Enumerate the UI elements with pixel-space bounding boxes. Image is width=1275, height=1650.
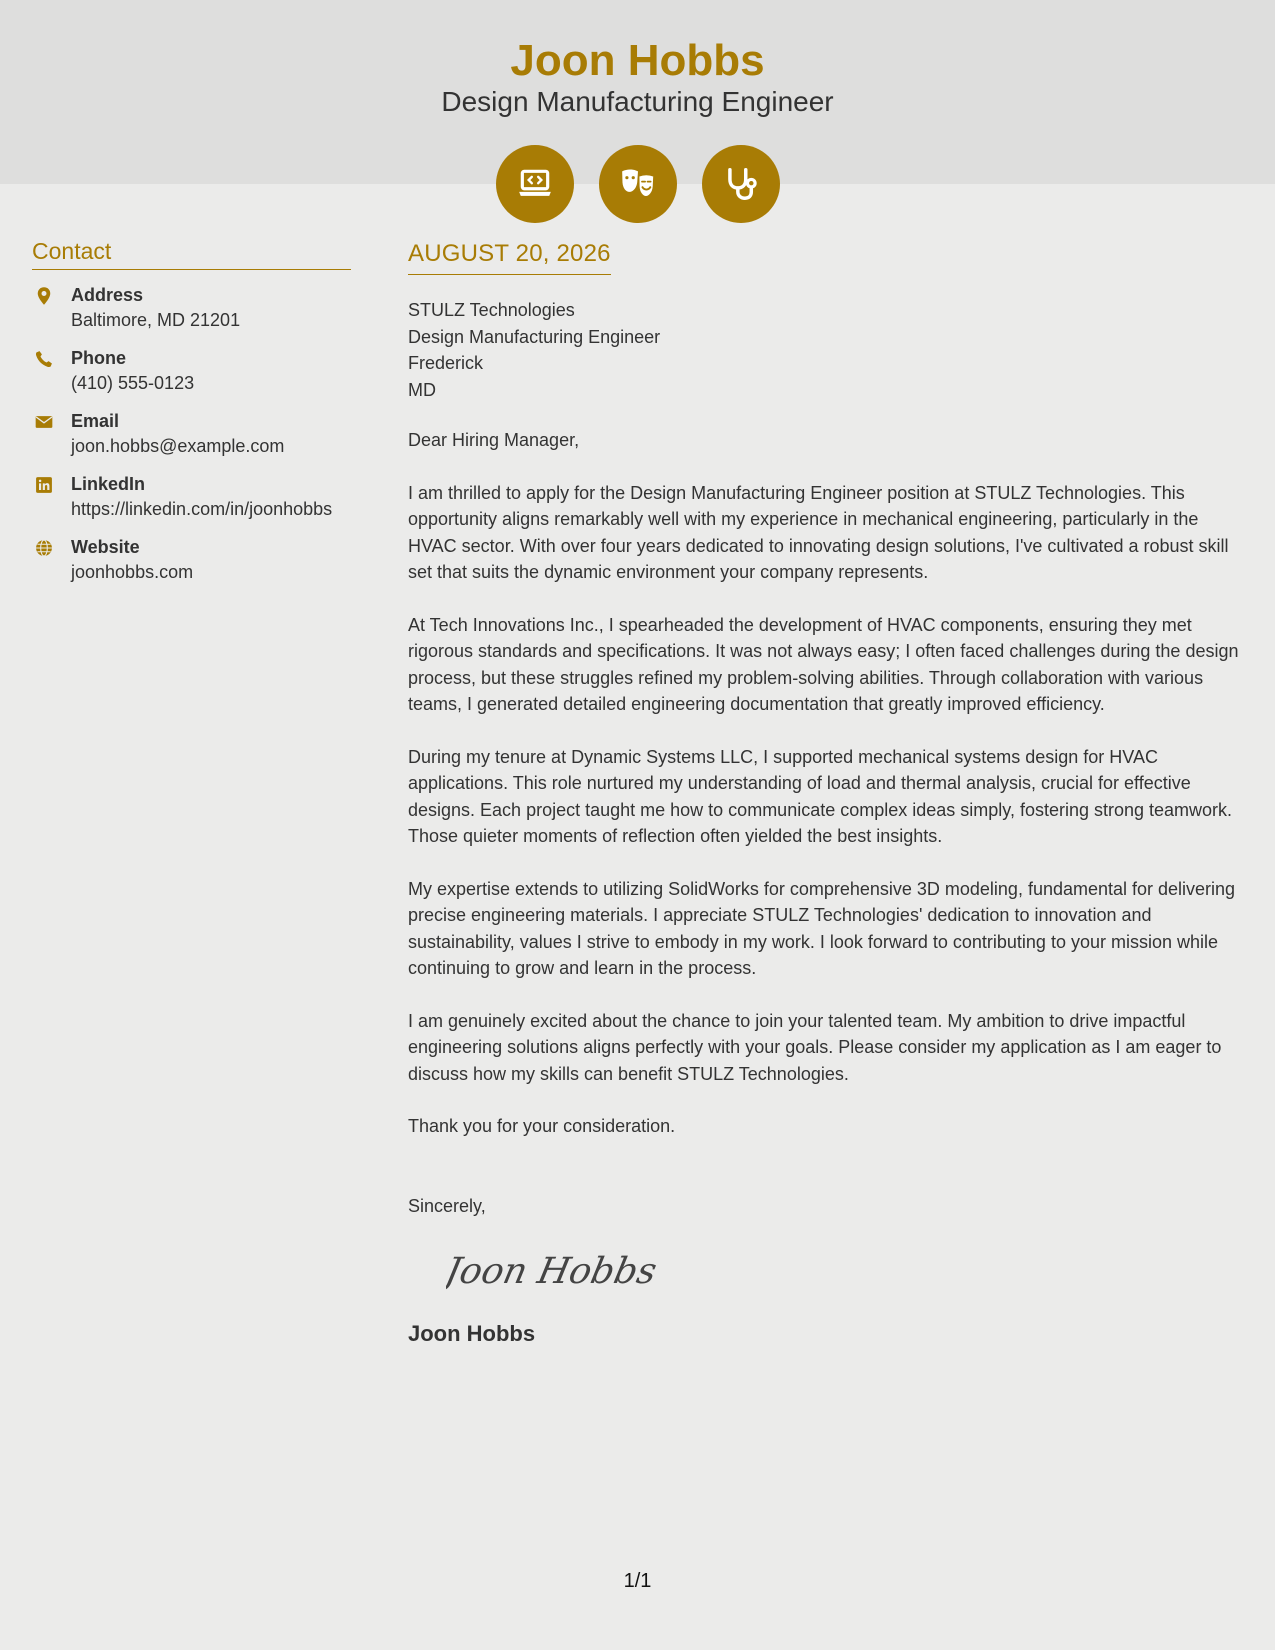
contact-value[interactable]: joon.hobbs@example.com — [71, 436, 285, 456]
body-paragraph: I am thrilled to apply for the Design Manufacturing Engineer position at STULZ Technologies. This opportunity aligns remarkably well with my experience in mechanical engineering, particularly in the HVAC sector. With over four years dedicated to innovating design solutions, I've cultivated a robust skill set that suits the dynamic environment your company represents. — [408, 482, 1229, 582]
contact-website — [32, 535, 351, 585]
recipient-line: STULZ Technologies — [408, 300, 575, 320]
letter-date: AUGUST 20, 2026 — [408, 240, 611, 275]
signature-image — [446, 1243, 666, 1299]
body-paragraph: My expertise extends to utilizing SolidWorks for comprehensive 3D modeling, fundamental for delivering precise engineering materials. I appreciate STULZ Technologies' dedication to innovation and sustainability, values I strive to embody in my work. I look forward to contributing to your mission while continuing to grow and learn in the process. — [408, 878, 1236, 978]
contact-address — [32, 283, 351, 333]
recipient-line: Design Manufacturing Engineer — [408, 326, 661, 347]
map-pin-icon — [34, 286, 54, 306]
greeting: Dear Hiring Manager, — [408, 430, 580, 450]
phone-icon — [34, 349, 54, 369]
contact-value: (410) 555-0123 — [71, 373, 195, 393]
contact-label: Phone — [71, 348, 127, 368]
svg-text:Joon Hobbs: Joon Hobbs — [446, 1249, 661, 1292]
body-paragraph: During my tenure at Dynamic Systems LLC, I supported mechanical systems design for HVAC applications. This role nurtured my understanding of load and thermal analysis, crucial for effective designs. Each project taught me how to communicate complex ideas simply, fostering strong teamwork. Those quieter moments of reflection often yielded the best insights. — [408, 746, 1233, 846]
linkedin-icon — [34, 475, 54, 495]
contact-email — [32, 409, 351, 459]
applicant-role: Design Manufacturing Engineer — [441, 86, 834, 117]
applicant-name: Joon Hobbs — [510, 36, 765, 85]
contact-label: LinkedIn — [71, 474, 146, 494]
envelope-icon — [34, 412, 54, 432]
laptop-code-icon — [496, 145, 574, 223]
signed-name: Joon Hobbs — [408, 1321, 536, 1346]
contact-value[interactable]: joonhobbs.com — [71, 562, 194, 582]
contact-label: Website — [71, 537, 140, 557]
recipient-line: Frederick — [408, 353, 484, 373]
contact-label: Email — [71, 411, 120, 431]
globe-icon — [34, 538, 54, 558]
contact-linkedin — [32, 472, 351, 522]
contact-sidebar — [32, 238, 351, 585]
letter-body — [408, 240, 1243, 1347]
contact-value[interactable]: https://linkedin.com/in/joonhobbs — [71, 499, 333, 519]
page-number: 1/1 — [623, 1570, 652, 1592]
recipient-line: MD — [408, 379, 436, 400]
theater-masks-icon — [599, 145, 677, 223]
signature — [446, 1243, 1243, 1299]
closing: Sincerely, — [408, 1195, 486, 1216]
contact-value: Baltimore, MD 21201 — [71, 310, 241, 330]
body-paragraph: At Tech Innovations Inc., I spearheaded the development of HVAC components, ensuring they met rigorous standards and specifications. It was not always easy; I often faced challenges during the design process, but these struggles refined my problem-solving abilities. Through collaboration with various teams, I generated detailed engineering documentation that greatly improved efficiency. — [408, 614, 1239, 714]
body-paragraph: I am genuinely excited about the chance to join your talented team. My ambition to drive impactful engineering solutions aligns perfectly with your goals. Please consider my application as I am eager to discuss how my skills can benefit STULZ Technologies. — [408, 1010, 1222, 1084]
body-paragraph: Thank you for your consideration. — [408, 1116, 676, 1136]
contact-heading: Contact — [32, 238, 351, 270]
contact-label: Address — [71, 285, 144, 305]
stethoscope-icon — [702, 145, 780, 223]
interest-icons — [0, 145, 1275, 223]
recipient-block — [408, 297, 1243, 403]
contact-phone — [32, 346, 351, 396]
